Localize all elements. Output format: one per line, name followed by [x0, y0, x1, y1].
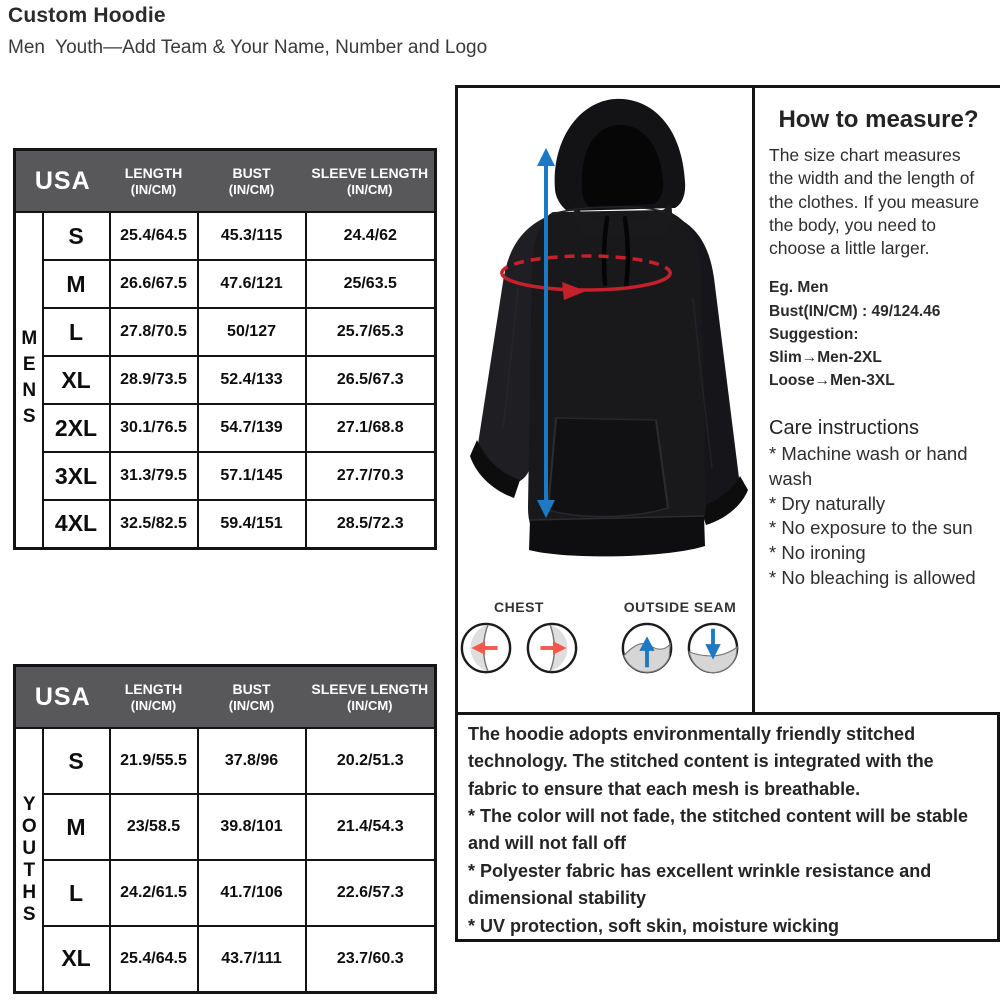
mens-table-header-row — [15, 150, 436, 213]
fabric-bullet: * The color will not fade, the stitched content will be stable and will not fall off — [468, 806, 969, 854]
sleeve-cell: 25/63.5 — [306, 260, 436, 308]
length-column-header — [110, 666, 198, 729]
size-cell: 2XL — [43, 404, 110, 452]
length-cell: 31.3/79.5 — [110, 452, 198, 500]
size-row-2xl — [15, 404, 436, 452]
size-row-4xl — [15, 500, 436, 548]
sleeve-cell: 27.7/70.3 — [306, 452, 436, 500]
length-cell: 28.9/73.5 — [110, 356, 198, 404]
size-row-s — [15, 728, 436, 794]
bust-column-header — [198, 150, 306, 213]
size-suggestion-block — [769, 276, 988, 392]
seam-arrow-down-icon — [686, 621, 740, 675]
measure-detail-icons — [458, 593, 752, 713]
sleeve-column-header — [306, 150, 436, 213]
care-item: * No exposure to the sun — [769, 517, 973, 539]
outside-seam-label: OUTSIDE SEAM — [623, 599, 737, 615]
sleeve-cell: 21.4/54.3 — [306, 794, 436, 860]
outside-seam-group — [613, 593, 747, 675]
group-label-mens: MENS — [15, 212, 43, 548]
sleeve-header-label: SLEEVE LENGTH — [311, 164, 429, 181]
bust-column-header — [198, 666, 306, 729]
size-cell: M — [43, 260, 110, 308]
length-cell: 25.4/64.5 — [110, 926, 198, 992]
bust-header-label: BUST — [232, 164, 271, 181]
size-cell: L — [43, 860, 110, 926]
bust-cell: 41.7/106 — [198, 860, 306, 926]
product-title: Custom Hoodie — [8, 4, 166, 27]
sleeve-header-unit: (IN/CM) — [347, 697, 393, 713]
chest-label: CHEST — [494, 599, 544, 615]
size-cell: L — [43, 308, 110, 356]
bust-cell: 43.7/111 — [198, 926, 306, 992]
sleeve-cell: 23.7/60.3 — [306, 926, 436, 992]
length-header-label: LENGTH — [124, 164, 183, 181]
length-cell: 30.1/76.5 — [110, 404, 198, 452]
sleeve-cell: 26.5/67.3 — [306, 356, 436, 404]
length-header-label: LENGTH — [124, 680, 183, 697]
sleeve-cell: 27.1/68.8 — [306, 404, 436, 452]
size-cell: XL — [43, 356, 110, 404]
sleeve-column-header — [306, 666, 436, 729]
fabric-description-panel — [455, 712, 1000, 942]
care-item: * Machine wash or hand wash — [769, 442, 968, 489]
mens-size-table — [13, 148, 437, 550]
size-row-3xl — [15, 452, 436, 500]
sleeve-cell: 22.6/57.3 — [306, 860, 436, 926]
care-item: * No ironing — [769, 542, 866, 564]
length-cell: 21.9/55.5 — [110, 728, 198, 794]
sleeve-cell: 20.2/51.3 — [306, 728, 436, 794]
fabric-bullet: * UV protection, soft skin, moisture wicking — [468, 915, 840, 936]
suggestion-line: Slim→Men-2XL — [769, 349, 882, 367]
length-cell: 23/58.5 — [110, 794, 198, 860]
size-row-s — [15, 212, 436, 260]
group-label-youths: YOUTHS — [15, 728, 43, 992]
bust-cell: 59.4/151 — [198, 500, 306, 548]
length-cell: 27.8/70.5 — [110, 308, 198, 356]
care-item: * Dry naturally — [769, 492, 886, 514]
chest-measure-group — [458, 593, 580, 675]
bust-cell: 39.8/101 — [198, 794, 306, 860]
bust-cell: 57.1/145 — [198, 452, 306, 500]
length-header-unit: (IN/CM) — [130, 697, 177, 713]
bust-header-label: BUST — [232, 680, 271, 697]
size-cell: XL — [43, 926, 110, 992]
size-row-m — [15, 260, 436, 308]
suggestion-line: Eg. Men — [769, 279, 829, 297]
bust-cell: 47.6/121 — [198, 260, 306, 308]
length-cell: 26.6/67.5 — [110, 260, 198, 308]
fabric-intro-text: The hoodie adopts environmentally friendly stitched technology. The stitched content is integrated with the fabric to ensure that each mesh is breathable. — [468, 724, 934, 799]
hoodie-silhouette — [470, 99, 748, 556]
size-cell: 4XL — [43, 500, 110, 548]
size-cell: 3XL — [43, 452, 110, 500]
product-subtitle: Men Youth—Add Team & Your Name, Number and Logo — [8, 37, 488, 58]
hoodie-illustration-panel — [455, 85, 752, 715]
sleeve-header-unit: (IN/CM) — [347, 181, 393, 197]
sleeve-header-label: SLEEVE LENGTH — [311, 680, 429, 697]
suggestion-line: Suggestion: — [769, 325, 859, 343]
suggestion-line: Loose→Men-3XL — [769, 372, 895, 390]
size-row-m — [15, 794, 436, 860]
sleeve-cell: 25.7/65.3 — [306, 308, 436, 356]
size-cell: S — [43, 212, 110, 260]
size-cell: S — [43, 728, 110, 794]
size-row-l — [15, 860, 436, 926]
bust-cell: 45.3/115 — [198, 212, 306, 260]
how-to-measure-title: How to measure? — [778, 106, 979, 133]
care-instructions-title: Care instructions — [769, 416, 920, 439]
size-row-xl — [15, 356, 436, 404]
length-cell: 24.2/61.5 — [110, 860, 198, 926]
suggestion-line: Bust(IN/CM) : 49/124.46 — [769, 302, 941, 320]
usa-header: USA — [15, 150, 110, 213]
sleeve-cell: 28.5/72.3 — [306, 500, 436, 548]
length-cell: 32.5/82.5 — [110, 500, 198, 548]
chest-arrow-right-icon — [525, 621, 579, 675]
bust-cell: 54.7/139 — [198, 404, 306, 452]
size-cell: M — [43, 794, 110, 860]
length-cell: 25.4/64.5 — [110, 212, 198, 260]
how-to-measure-text: The size chart measures the width and the length of the clothes. If you measure the body, you need to choose a little larger. — [769, 145, 980, 259]
chest-arrow-left-icon — [459, 621, 513, 675]
bust-header-unit: (IN/CM) — [228, 181, 275, 197]
youths-table-header-row — [15, 666, 436, 729]
youths-size-table — [13, 664, 437, 994]
care-instructions-list — [769, 442, 988, 592]
size-row-xl — [15, 926, 436, 992]
fabric-bullet: * Polyester fabric has excellent wrinkle resistance and dimensional stability — [468, 860, 932, 909]
sleeve-cell: 24.4/62 — [306, 212, 436, 260]
care-item: * No bleaching is allowed — [769, 567, 976, 589]
seam-arrow-up-icon — [620, 621, 674, 675]
length-header-unit: (IN/CM) — [130, 181, 177, 197]
bust-cell: 50/127 — [198, 308, 306, 356]
usa-header: USA — [15, 666, 110, 729]
size-row-l — [15, 308, 436, 356]
bust-cell: 37.8/96 — [198, 728, 306, 794]
bust-header-unit: (IN/CM) — [228, 697, 275, 713]
bust-cell: 52.4/133 — [198, 356, 306, 404]
length-column-header — [110, 150, 198, 213]
how-to-measure-panel — [752, 85, 1000, 712]
hoodie-image — [458, 88, 752, 593]
